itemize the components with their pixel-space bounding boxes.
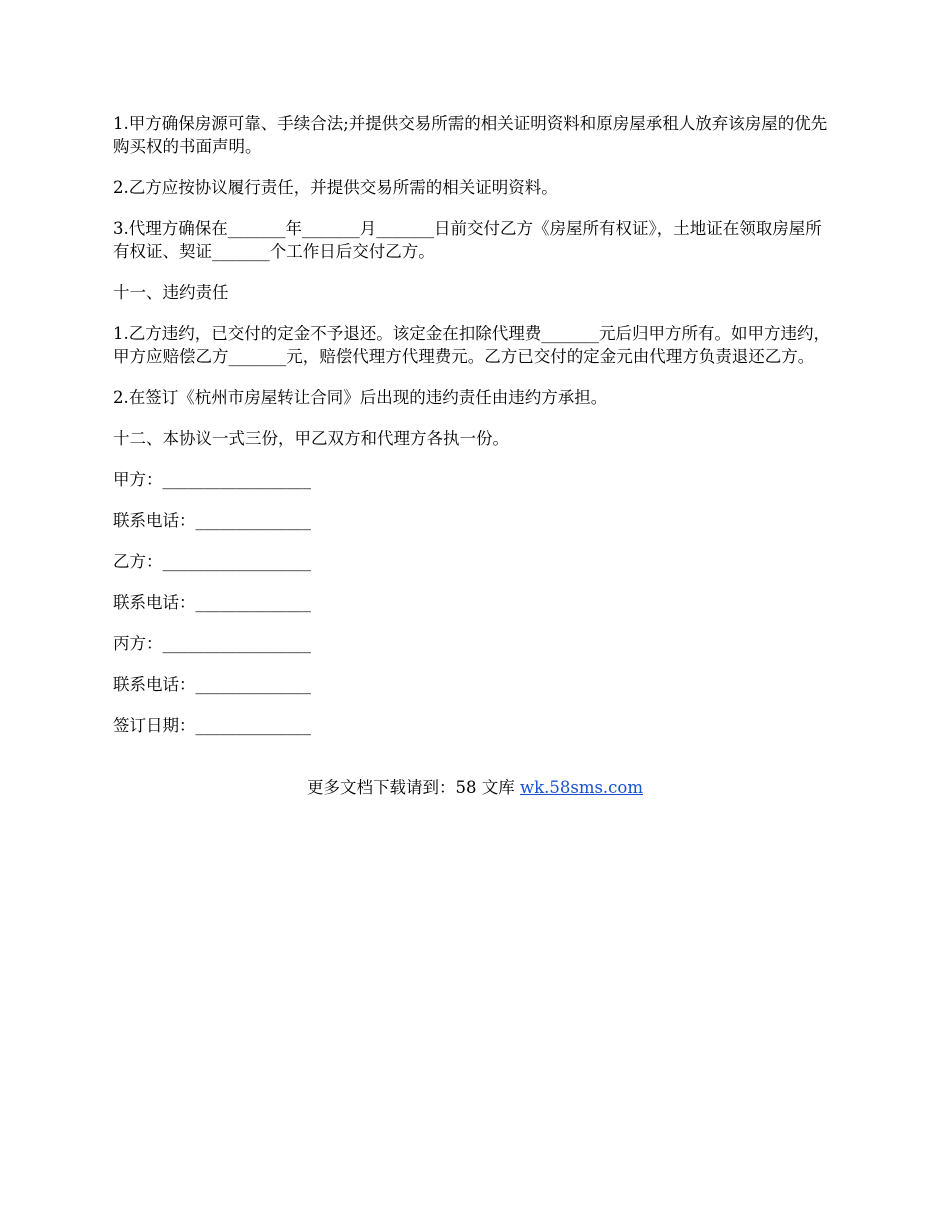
footer <box>0 776 950 799</box>
signature-party-a: 甲方：__________________ <box>113 470 311 489</box>
breach-clause-2: 2.在签订《杭州市房屋转让合同》后出现的违约责任由违约方承担。 <box>113 388 608 407</box>
signature-date: 签订日期：______________ <box>113 716 311 735</box>
clause-3: 3.代理方确保在_______年_______月_______日前交付乙方《房屋所有权证》，土地证在领取房屋所有权证、契证_______个工作日后交付乙方。 <box>113 219 822 261</box>
signature-phone-c: 联系电话：______________ <box>113 675 311 694</box>
signature-phone-b: 联系电话：______________ <box>113 593 311 612</box>
breach-clause-1: 1.乙方违约，已交付的定金不予退还。该定金在扣除代理费_______元后归甲方所有。如甲方违约，甲方应赔偿乙方_______元，赔偿代理方代理费元。乙方已交付的定金元由代理方负责退还乙方。 <box>113 324 830 366</box>
footer-link[interactable]: wk.58sms.com <box>519 778 643 797</box>
signature-party-b: 乙方：__________________ <box>113 552 311 571</box>
footer-text: 更多文档下载请到：58 文库 <box>306 778 520 797</box>
document-body <box>113 112 833 755</box>
section-heading-breach: 十一、违约责任 <box>113 283 229 302</box>
clause-1: 1.甲方确保房源可靠、手续合法;并提供交易所需的相关证明资料和原房屋承租人放弃该房屋的优先购买权的书面声明。 <box>113 114 828 156</box>
signature-phone-a: 联系电话：______________ <box>113 511 311 530</box>
clause-2: 2.乙方应按协议履行责任，并提供交易所需的相关证明资料。 <box>113 178 558 197</box>
section-copies: 十二、本协议一式三份，甲乙双方和代理方各执一份。 <box>113 429 509 448</box>
signature-party-c: 丙方：__________________ <box>113 634 311 653</box>
